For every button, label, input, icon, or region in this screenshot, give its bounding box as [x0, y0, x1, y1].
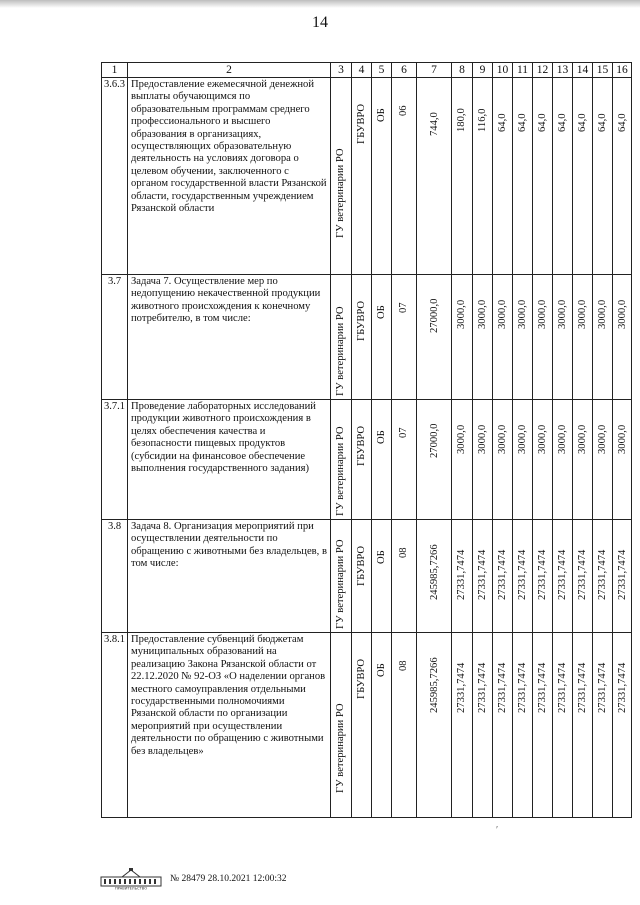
year-amount-text: 27331,7474: [497, 549, 508, 600]
budget-code-text: 08: [398, 660, 409, 671]
year-amount: [593, 78, 613, 275]
year-amount: [553, 275, 573, 400]
year-amount-text: 27331,7474: [597, 549, 608, 600]
item-description: Предоставление ежемесячной денежной выплаты обучающимся по образовательным программам среднего профессионального и высшего образования в организациях, осуществляющих образовательную деятельность на условиях договора о целевом обучении, заключенного с органом государственной власти Рязанской области, государственным учреждением Рязанской области: [128, 78, 331, 275]
table-row: [102, 633, 632, 818]
column-header-12: 12: [533, 63, 553, 78]
column-header-2: 2: [128, 63, 331, 78]
stray-mark: ʹ: [496, 825, 499, 836]
year-amount: [593, 400, 613, 520]
total-amount: [417, 520, 452, 633]
recipient-organization-text: ГБУВРО: [356, 300, 367, 341]
year-amount: [513, 275, 533, 400]
budget-code-text: 08: [398, 547, 409, 558]
total-amount: [417, 275, 452, 400]
year-amount-text: 3000,0: [577, 424, 588, 454]
budget-code: [392, 633, 417, 818]
budget-source-text: ОБ: [376, 663, 387, 677]
recipient-organization: [352, 520, 372, 633]
year-amount: [573, 520, 593, 633]
year-amount-text: 3000,0: [537, 424, 548, 454]
column-header-5: 5: [372, 63, 392, 78]
program-table: [101, 62, 632, 818]
year-amount: [533, 520, 553, 633]
item-code: 3.8: [102, 520, 128, 633]
year-amount-text: 3000,0: [517, 299, 528, 329]
budget-source-text: ОБ: [376, 550, 387, 564]
year-amount-text: 27331,7474: [477, 549, 488, 600]
year-amount-text: 64,0: [617, 113, 628, 132]
year-amount-text: 27331,7474: [557, 549, 568, 600]
budget-source-text: ОБ: [376, 108, 387, 122]
year-amount: [573, 633, 593, 818]
table-row: [102, 520, 632, 633]
column-header-15: 15: [593, 63, 613, 78]
year-amount-text: 64,0: [517, 113, 528, 132]
year-amount: [473, 275, 493, 400]
year-amount-text: 3000,0: [456, 424, 467, 454]
year-amount: [553, 400, 573, 520]
column-header-9: 9: [473, 63, 493, 78]
year-amount-text: 180,0: [456, 108, 467, 132]
year-amount: [493, 275, 513, 400]
recipient-organization-text: ГБУВРО: [356, 658, 367, 699]
year-amount: [613, 400, 632, 520]
year-amount: [533, 78, 553, 275]
year-amount-text: 27331,7474: [477, 662, 488, 713]
item-code: 3.7: [102, 275, 128, 400]
budget-code-text: 07: [398, 302, 409, 313]
year-amount-text: 3000,0: [497, 424, 508, 454]
year-amount: [452, 400, 473, 520]
table-row: [102, 400, 632, 520]
footer: [100, 868, 286, 890]
year-amount: [473, 78, 493, 275]
recipient-organization-text: ГБУВРО: [356, 425, 367, 466]
year-amount-text: 116,0: [477, 108, 488, 132]
year-amount-text: 3000,0: [497, 299, 508, 329]
year-amount: [573, 275, 593, 400]
year-amount: [533, 633, 553, 818]
year-amount-text: 27331,7474: [577, 662, 588, 713]
column-header-1: 1: [102, 63, 128, 78]
year-amount: [513, 400, 533, 520]
item-description: Проведение лабораторных исследований продукции животного происхождения в целях обеспечения качества и безопасности пищевых продуктов (субсидии на финансовое обеспечение выполнения государственного задания): [128, 400, 331, 520]
year-amount: [493, 633, 513, 818]
responsible-executor: [331, 78, 352, 275]
column-header-10: 10: [493, 63, 513, 78]
year-amount-text: 3000,0: [456, 299, 467, 329]
year-amount: [473, 400, 493, 520]
total-amount-text: 744,0: [429, 112, 440, 136]
budget-code-text: 07: [398, 427, 409, 438]
budget-source: [372, 78, 392, 275]
recipient-organization: [352, 400, 372, 520]
recipient-organization: [352, 78, 372, 275]
budget-source: [372, 400, 392, 520]
total-amount-text: 245985,7266: [429, 657, 440, 713]
year-amount-text: 27331,7474: [617, 549, 628, 600]
item-code: 3.7.1: [102, 400, 128, 520]
total-amount: [417, 400, 452, 520]
year-amount: [473, 520, 493, 633]
year-amount-text: 3000,0: [537, 299, 548, 329]
responsible-executor: [331, 275, 352, 400]
year-amount: [613, 78, 632, 275]
year-amount-text: 27331,7474: [617, 662, 628, 713]
budget-source: [372, 520, 392, 633]
year-amount-text: 27331,7474: [497, 662, 508, 713]
year-amount: [613, 275, 632, 400]
year-amount: [493, 78, 513, 275]
year-amount: [613, 520, 632, 633]
budget-code: [392, 520, 417, 633]
year-amount: [452, 633, 473, 818]
item-description: Предоставление субвенций бюджетам муниципальных образований на реализацию Закона Рязанской области от 22.12.2020 № 92-ОЗ «О наделении органов местного самоуправления отдельными государственными полномочиями Рязанской области по организации мероприятий при осуществлении деятельности по обращению с животными без владельцев»: [128, 633, 331, 818]
responsible-executor-text: ГУ ветеринарии РО: [335, 426, 346, 516]
scan-edge-shadow: [0, 0, 640, 8]
year-amount-text: 64,0: [557, 113, 568, 132]
recipient-organization-text: ГБУВРО: [356, 545, 367, 586]
year-amount: [452, 520, 473, 633]
total-amount: [417, 633, 452, 818]
year-amount-text: 64,0: [577, 113, 588, 132]
year-amount: [452, 78, 473, 275]
year-amount: [573, 400, 593, 520]
year-amount-text: 3000,0: [477, 424, 488, 454]
budget-source: [372, 633, 392, 818]
year-amount-text: 27331,7474: [456, 662, 467, 713]
recipient-organization: [352, 275, 372, 400]
responsible-executor: [331, 400, 352, 520]
year-amount: [493, 400, 513, 520]
total-amount: [417, 78, 452, 275]
year-amount-text: 3000,0: [477, 299, 488, 329]
year-amount-text: 64,0: [597, 113, 608, 132]
year-amount: [613, 633, 632, 818]
budget-source-text: ОБ: [376, 430, 387, 444]
year-amount: [473, 633, 493, 818]
responsible-executor-text: ГУ ветеринарии РО: [335, 539, 346, 629]
seal-label: ПРАВИТЕЛЬСТВО: [114, 886, 148, 890]
year-amount-text: 3000,0: [597, 424, 608, 454]
budget-source-text: ОБ: [376, 305, 387, 319]
responsible-executor-text: ГУ ветеринарии РО: [335, 148, 346, 238]
column-header-14: 14: [573, 63, 593, 78]
column-header-8: 8: [452, 63, 473, 78]
total-amount-text: 27000,0: [429, 298, 440, 333]
page-number: 14: [312, 14, 328, 31]
column-header-11: 11: [513, 63, 533, 78]
year-amount: [553, 78, 573, 275]
year-amount-text: 3000,0: [597, 299, 608, 329]
year-amount-text: 27331,7474: [537, 662, 548, 713]
year-amount-text: 3000,0: [617, 424, 628, 454]
total-amount-text: 27000,0: [429, 423, 440, 458]
year-amount-text: 3000,0: [617, 299, 628, 329]
column-header-7: 7: [417, 63, 452, 78]
year-amount-text: 64,0: [497, 113, 508, 132]
column-header-6: 6: [392, 63, 417, 78]
item-description: Задача 7. Осуществление мер по недопущению некачественной продукции животного происхождения к конечному потребителю, в том числе:: [128, 275, 331, 400]
year-amount-text: 64,0: [537, 113, 548, 132]
responsible-executor: [331, 520, 352, 633]
year-amount: [513, 520, 533, 633]
year-amount-text: 27331,7474: [557, 662, 568, 713]
item-code: 3.8.1: [102, 633, 128, 818]
total-amount-text: 245985,7266: [429, 544, 440, 600]
year-amount-text: 3000,0: [557, 424, 568, 454]
budget-code: [392, 78, 417, 275]
year-amount: [533, 400, 553, 520]
government-building-seal-icon: [100, 868, 162, 890]
column-header-3: 3: [331, 63, 352, 78]
column-number-row: [102, 63, 632, 78]
year-amount: [493, 520, 513, 633]
responsible-executor: [331, 633, 352, 818]
year-amount-text: 3000,0: [517, 424, 528, 454]
item-code: 3.6.3: [102, 78, 128, 275]
year-amount: [513, 633, 533, 818]
year-amount-text: 27331,7474: [517, 549, 528, 600]
year-amount: [573, 78, 593, 275]
year-amount: [513, 78, 533, 275]
table-row: [102, 275, 632, 400]
year-amount: [593, 275, 613, 400]
table-row: [102, 78, 632, 275]
year-amount-text: 27331,7474: [517, 662, 528, 713]
year-amount: [533, 275, 553, 400]
column-header-16: 16: [613, 63, 632, 78]
responsible-executor-text: ГУ ветеринарии РО: [335, 703, 346, 793]
budget-code: [392, 400, 417, 520]
year-amount-text: 27331,7474: [456, 549, 467, 600]
year-amount-text: 27331,7474: [577, 549, 588, 600]
column-header-4: 4: [352, 63, 372, 78]
column-header-13: 13: [553, 63, 573, 78]
year-amount-text: 27331,7474: [597, 662, 608, 713]
recipient-organization: [352, 633, 372, 818]
budget-code-text: 06: [398, 105, 409, 116]
registration-stamp: № 28479 28.10.2021 12:00:32: [170, 874, 287, 884]
year-amount-text: 3000,0: [577, 299, 588, 329]
year-amount: [593, 520, 613, 633]
year-amount: [553, 520, 573, 633]
budget-source: [372, 275, 392, 400]
item-description: Задача 8. Организация мероприятий при осуществлении деятельности по обращению с животными без владельцев, в том числе:: [128, 520, 331, 633]
year-amount: [553, 633, 573, 818]
budget-code: [392, 275, 417, 400]
responsible-executor-text: ГУ ветеринарии РО: [335, 306, 346, 396]
year-amount-text: 27331,7474: [537, 549, 548, 600]
recipient-organization-text: ГБУВРО: [356, 103, 367, 144]
year-amount-text: 3000,0: [557, 299, 568, 329]
year-amount: [452, 275, 473, 400]
year-amount: [593, 633, 613, 818]
